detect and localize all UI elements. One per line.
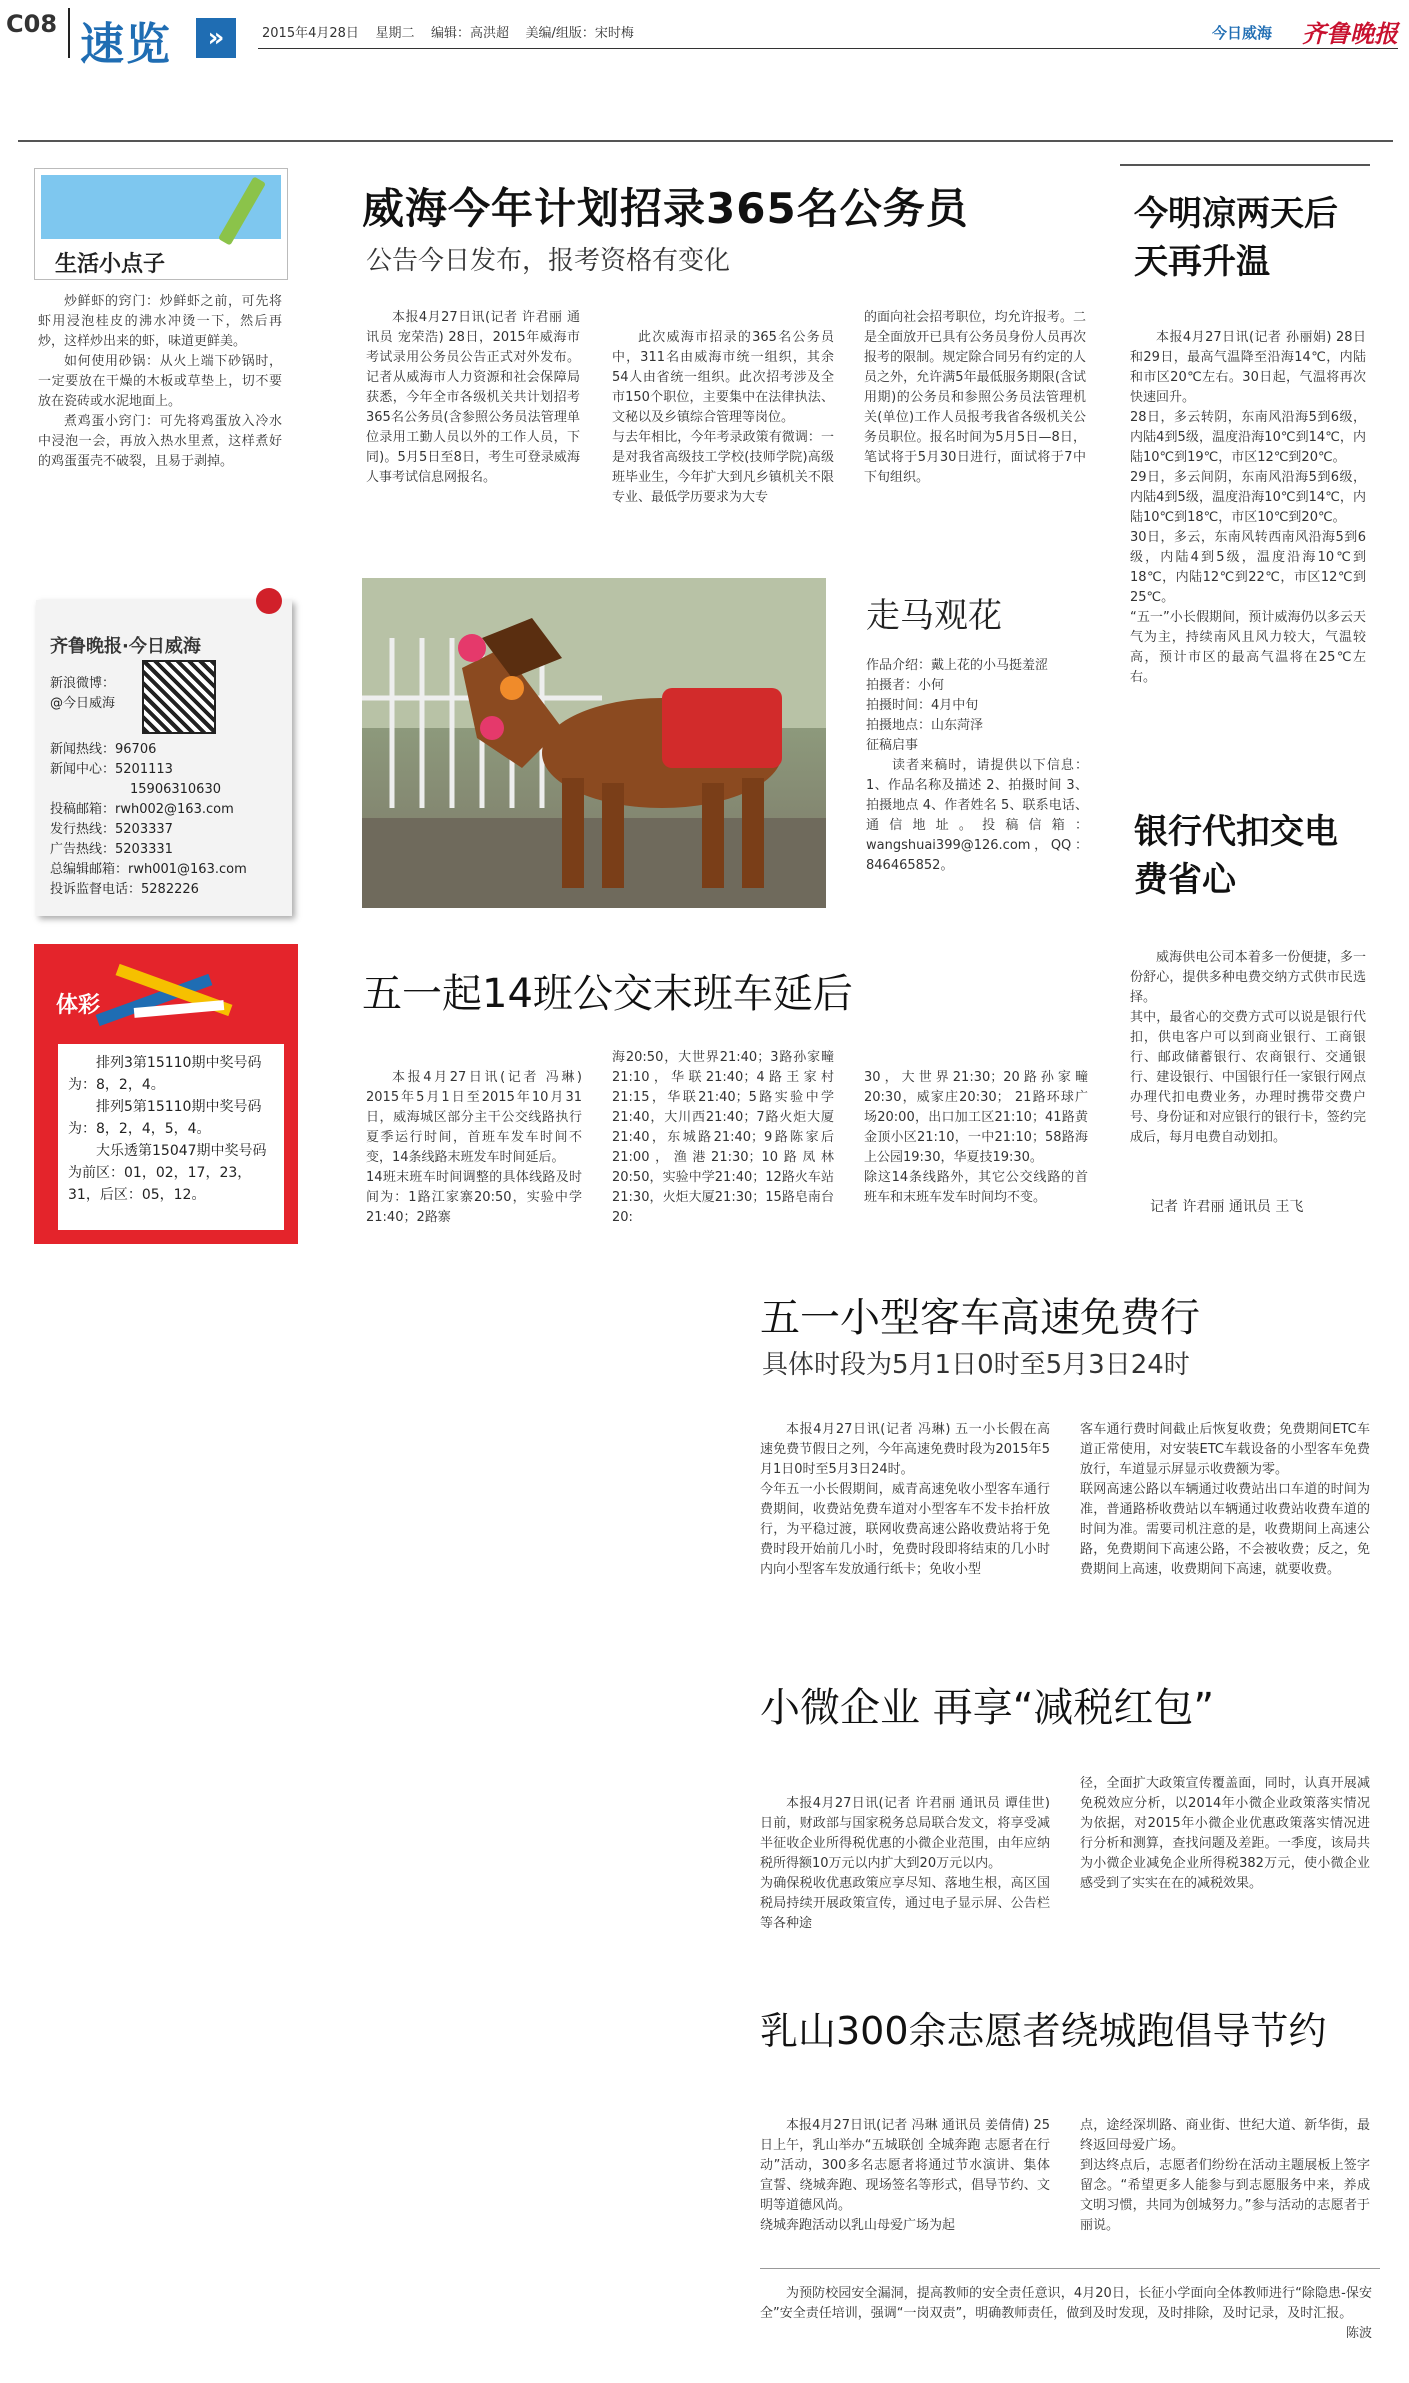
weather-text: 本报4月27日讯(记者 孙丽娟) 28日和29日，最高气温降至沿海14℃，内陆和市区20℃左右。30日起，气温将再次快速回升。 28日，多云转阴，东南风沿海5到6级，内陆4到5级，温度沿海10℃到14℃，内陆10℃到19℃，市区12℃到20℃。 29日，多云间阴，东南风沿海5到6级，内陆4到5级，温度沿海10℃到14℃，内陆10℃到18℃，市区10℃到20℃。 30日，多云，东南风转西南风沿海5到6级，内陆4到5级，温度沿海10℃到18℃，内陆12℃到22℃，市区12℃到25℃。 “五一”小长假期间，预计威海仍以多云天气为主，持续南风且风力较大，气温较高，预计市区的最高气温将在25℃左右。 [1130,330,1366,685]
weibo-label: 新浪微博： [50,676,116,691]
lottery-logo-image [94,964,244,1034]
power-body [1130,928,1366,1168]
contact-line: 广告热线：5203331 [50,842,173,857]
masthead-divider [68,8,70,58]
tax-headline: 小微企业 再享“减税红包” [760,1685,1215,1731]
contact-line: 投诉监督电话：5282226 [50,882,199,897]
civil-text: 此次威海市招录的365名公务员中，311名由威海市统一组织，其余54人由省统一组织。此次招考涉及全市150个职位，主要集中在法律执法、文秘以及乡镇综合管理等岗位。 与去年相比，今年考录政策有微调：一是对我省高级技工学校(技师学院)高级班毕业生，今年扩大到凡乡镇机关不限专业、最低学历要求为大专 [612,330,834,505]
contact-line: 总编辑邮箱：rwh001@163.com [50,862,247,877]
volunteer-col-2 [1080,2096,1370,2256]
photo-title: 走马观花 [866,596,1002,636]
photo-info-line: 作品介绍：戴上花的小马挺羞涩 [866,658,1049,673]
page-code: C08 [6,10,58,38]
section-arrow-icon: » [196,18,236,58]
bus-text: 本报4月27日讯(记者 冯琳) 2015年5月1日至2015年10月31日，威海城区部分主干公交线路执行夏季运行时间，首班车发车时间不变，14条线路末班发车时间延后。 14班末班车时间调整的具体线路及时间为：1路江家寨20:50，实验中学21:40；2路寨 [366,1070,582,1225]
tips-box [34,168,288,280]
school-top-rule [760,2268,1380,2269]
photo-info-line: 拍摄时间：4月中旬 [866,698,979,713]
issue-weekday: 星期二 [375,26,415,41]
pony-photo-illustration [362,578,826,908]
photo-notice: 读者来稿时，请提供以下信息：1、作品名称及描述 2、拍摄时间 3、拍摄地点 4、作者姓名 5、联系电话、通信地址。投稿信箱：wangshuai399@126.com，QQ：846465852。 [866,758,1088,873]
highway-text: 客车通行费时间截止后恢复收费；免费期间ETC车道正常使用，对安装ETC车载设备的小型客车免费放行，车道显示屏显示收费额为零。 联网高速公路以车辆通过收费站出口车道的时间为准，普通路桥收费站以车辆通过收费站收费车道的时间为准。需要司机注意的是，收费期间上高速公路，免费期间下高速公路，不会被收费；反之，免费期间上高速，收费期间下高速，就要收费。 [1080,1422,1370,1577]
section-top-rule [18,140,1393,142]
pony-photo [362,578,826,908]
contact-line: 15906310630 [130,782,221,797]
civil-col-2 [612,308,834,528]
school-text: 为预防校园安全漏洞，提高教师的安全责任意识，4月20日，长征小学面向全体教师进行“除隐患-保安全”安全责任培训，强调“一岗双责”，明确教师责任，做到及时发现，及时排除，及时记录，及时汇报。 [760,2286,1372,2321]
power-text: 威海供电公司本着多一份便捷，多一份舒心，提供多种电费交纳方式供市民选择。 其中，最省心的交费方式可以说是银行代扣，供电客户可以到商业银行、工商银行、邮政储蓄银行、农商银行、交通银行、建设银行、中国银行任一家银行网点办理代扣电费业务，办理时携带交费户号、身份证和对应银行的银行卡，签约完成后，每月电费自动划扣。 [1130,950,1366,1145]
issue-date: 2015年4月28日 [262,26,359,41]
tips-title: 生活小点子 [55,252,166,277]
bus-text: 海20:50，大世界21:40；3路孙家疃21:10，华联21:40；4路王家村21:15，华联21:40；5路实验中学21:40，大川西21:40；7路火炬大厦21:40，东城路21:40；9路陈家后21:00，渔港21:30；10路凤林20:50，实验中学21:40；12路火车站21:30，火炬大厦21:30；15路皂南台20: [612,1050,834,1225]
power-byline: 记者 许君丽 通讯员 王飞 [1150,1199,1304,1215]
weibo-account: @今日威海 [50,696,116,711]
contact-line: 投稿邮箱：rwh002@163.com [50,802,234,817]
contact-line: 新闻热线：96706 [50,742,157,757]
volunteer-text: 点，途经深圳路、商业街、世纪大道、新华街，最终返回母爱广场。 到达终点后，志愿者们纷纷在活动主题展板上签字留念。“希望更多人能参与到志愿服务中来，养成文明习惯，共同为创城努力。”参与活动的志愿者于丽说。 [1080,2118,1370,2233]
photo-info-line: 征稿启事 [866,738,919,753]
contact-list [50,740,286,900]
volunteer-col-1 [760,2096,1050,2256]
photo-info [866,656,1088,876]
weather-body [1130,308,1366,708]
civil-col-3 [864,308,1086,488]
masthead-info [262,22,634,41]
bus-col-2 [612,1048,834,1228]
editor: 编辑：高洪超 [430,26,509,41]
lottery-results [58,1044,284,1230]
lottery-box [34,944,298,1244]
civil-subhead: 公告今日发布，报考资格有变化 [366,246,731,276]
edition-name: 今日威海 [1212,24,1273,42]
civil-col-1 [366,308,580,488]
contact-line: 新闻中心：5201113 [50,762,173,777]
highway-col-1 [760,1400,1050,1600]
brand-logo: 齐鲁晚报 [1302,19,1398,48]
tax-col-1 [760,1774,1050,1954]
civil-headline: 威海今年计划招录365名公务员 [362,184,969,233]
bus-col-3 [864,1048,1088,1228]
designer: 美编/组版：宋时梅 [525,26,634,41]
lottery-line: 大乐透第15047期中奖号码为前区：01，02，17，23，31，后区：05，12。 [68,1143,267,1203]
contact-card [36,600,292,916]
masthead-rule [258,48,1398,49]
tip-paragraph: 煮鸡蛋小窍门：可先将鸡蛋放入冷水中浸泡一会，再放入热水里煮，这样煮好的鸡蛋蛋壳不破裂，且易于剥掉。 [38,414,282,469]
power-headline: 银行代扣交电费省心 [1134,812,1338,900]
highway-col-2 [1080,1400,1370,1600]
highway-text: 本报4月27日讯(记者 冯琳) 五一小长假在高速免费节假日之列，今年高速免费时段为2015年5月1日0时至5月3日24时。 今年五一小长假期间，威青高速免收小型客车通行费期间，收费站免费车道对小型客车不发卡抬杆放行，为平稳过渡，联网收费高速公路收费站将于免费时段开始前几小时，免费时段即将结束的几小时内向小型客车发放通行纸卡；免收小型 [760,1422,1050,1577]
volunteer-headline: 乳山300余志愿者绕城跑倡导节约 [760,2009,1327,2053]
right-col-top-rule [1120,164,1370,166]
tax-text: 本报4月27日讯(记者 许君丽 通讯员 谭佳世) 日前，财政部与国家税务总局联合发文，将享受减半征收企业所得税优惠的小微企业范围，由年应纳税所得额10万元以内扩大到20万元以内。 为确保税收优惠政策应享尽知、落地生根，高区国税局持续开展政策宣传，通过电子显示屏、公告栏等各种途 [760,1796,1050,1931]
bus-text: 30，大世界21:30；20路孙家疃20:30，威家庄20:30； 21路环球广场20:00，出口加工区21:10；41路黄金顶小区21:10，一中21:10；58路海上公园19:30，华夏技19:30。 除这14条线路外，其它公交线路的首班车和末班车发车时间均不变。 [864,1070,1088,1205]
pushpin-icon [256,588,282,614]
section-title: 速览 [80,19,172,70]
highway-headline: 五一小型客车高速免费行 [760,1295,1200,1341]
school-byline: 陈波 [1345,2326,1372,2341]
lottery-line: 排列3第15110期中奖号码为：8，2，4。 [68,1055,262,1093]
civil-text: 本报4月27日讯(记者 许君丽 通讯员 宠荣浩) 28日，2015年威海市考试录用公务员公告正式对外发布。记者从威海市人力资源和社会保障局获悉，今年全市各级机关共计划招考365名公务员(含参照公务员法管理单位录用工勤人员以外的工作人员，下同)。5月5日至8日，考生可登录威海人事考试信息网报名。 [366,310,580,485]
contact-title: 齐鲁晚报·今日威海 [50,636,201,657]
qr-code-icon [142,660,216,734]
volunteer-text: 本报4月27日讯(记者 冯琳 通讯员 姜倩倩) 25日上午，乳山举办“五城联创 全城奔跑 志愿者在行动”活动，300多名志愿者将通过节水演讲、集体宣誓、绕城奔跑、现场签名等形式，倡导节约、文明等道德风尚。 绕城奔跑活动以乳山母爱广场为起 [760,2118,1050,2233]
tax-text: 径，全面扩大政策宣传覆盖面，同时，认真开展减免税效应分析，以2014年小微企业政策落实情况为依据，对2015年小微企业优惠政策落实情况进行分析和测算，查找问题及差距。一季度，该局共为小微企业减免企业所得税382万元，使小微企业感受到了实实在在的减税效果。 [1080,1776,1370,1891]
highway-subhead: 具体时段为5月1日0时至5月3日24时 [762,1350,1190,1380]
tax-col-2 [1080,1774,1370,1894]
contact-line: 发行热线：5203337 [50,822,173,837]
photo-info-line: 拍摄地点：山东菏泽 [866,718,984,733]
bus-headline: 五一起14班公交末班车延后 [362,971,853,1017]
civil-text: 的面向社会招考职位，均允许报考。二是全面放开已具有公务员身份人员再次报考的限制。规定除合同另有约定的人员之外，允许满5年最低服务期限(含试用期)的公务员和参照公务员法管理机关(单位)工作人员报考我省各级机关公务员职位。报名时间为5月5日—8日，笔试将于5月30日进行，面试将于7中下旬组织。 [864,310,1086,485]
tip-paragraph: 如何使用砂锅：从火上端下砂锅时，一定要放在干燥的木板或草垫上，切不要放在瓷砖或水泥地面上。 [38,354,282,409]
bus-col-1 [366,1048,582,1248]
school-brief [760,2284,1372,2344]
tip-paragraph: 炒鲜虾的窍门：炒鲜虾之前，可先将虾用浸泡桂皮的沸水冲烫一下，然后再炒，这样炒出来的虾，味道更鲜美。 [38,294,282,349]
weather-headline: 今明凉两天后天再升温 [1134,194,1338,282]
lottery-title: 体彩 [56,993,101,1018]
lottery-line: 排列5第15110期中奖号码为：8，2，4，5，4。 [68,1099,262,1137]
tips-body [38,292,282,472]
photo-info-line: 拍摄者：小何 [866,678,945,693]
